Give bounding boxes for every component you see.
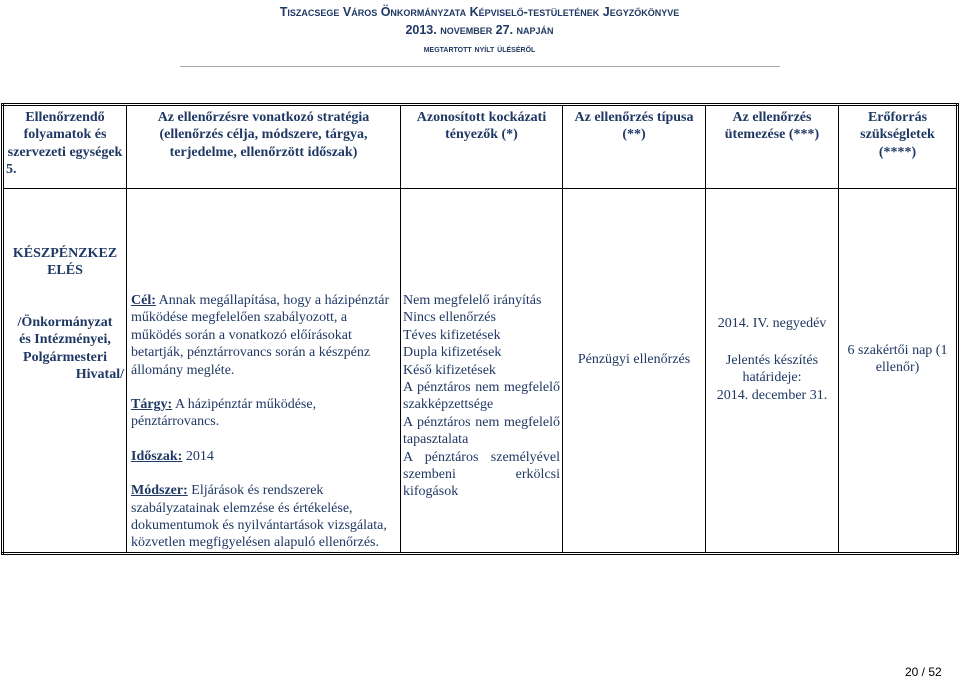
period-label: Időszak: <box>131 448 183 464</box>
page-number: 20 / 52 <box>905 665 942 679</box>
row-number: 5. <box>6 162 17 178</box>
unit-line2: és Intézményei, <box>19 332 111 348</box>
period-text: 2014 <box>185 448 214 464</box>
header-title-line3: megtartott nyílt üléséről <box>423 43 536 55</box>
risk-item: Nem megfelelő irányítás <box>403 293 542 308</box>
header-title-line2: 2013. november 27. napján <box>405 23 554 37</box>
header-strategy: Az ellenőrzésre vonatkozó stratégia (ellenőrzés célja, módszere, tárgya, terjedelme, ellenőrzött időszak) <box>127 105 401 189</box>
resources-cell <box>839 189 958 554</box>
schedule-text: 2014. IV. negyedév <box>717 315 827 331</box>
process-cell <box>3 189 127 554</box>
risk-item: Dupla kifizetések <box>403 345 502 361</box>
subject-text: A házipénztár működése, pénztárrovancs. <box>131 397 317 430</box>
method-paragraph <box>131 482 398 552</box>
risk-item: Nincs ellenőrzés <box>403 310 496 326</box>
table-row <box>3 189 958 554</box>
resources-text: 6 szakértői nap (1 ellenőr) <box>847 343 948 376</box>
risk-item: A pénztáros nem megfelelő tapasztalata <box>403 414 560 448</box>
goal-label: Cél: <box>131 293 156 308</box>
method-label: Módszer: <box>131 483 188 499</box>
method-text: Eljárások és rendszerek szabályzatainak elemzése és értékelése, dokumentumok és nyilvántartások vizsgálata, közvetlen megfigyelésen alapuló ellenőrzés. <box>131 483 387 551</box>
header-audit-type: Az ellenőrzés típusa (**) <box>563 105 706 189</box>
process-name-line1: KÉSZPÉNZKEZ <box>12 246 118 261</box>
header-resources: Erőforrás szükségletek (****) <box>839 105 958 189</box>
schedule-cell <box>706 189 839 554</box>
audit-plan-table <box>1 103 959 555</box>
table-header-row <box>3 105 958 189</box>
header-schedule: Az ellenőrzés ütemezése (***) <box>706 105 839 189</box>
audit-type-cell <box>563 189 706 554</box>
goal-text: Annak megállapítása, hogy a házipénztár működése megfelelően szabályozott, a működés során a vonatkozó előírásokat betartják, pénztárrovancs során a készpénz állomány megléte. <box>131 293 390 378</box>
risk-item: Késő kifizetések <box>403 362 496 378</box>
subject-label: Tárgy: <box>131 397 173 413</box>
header-divider <box>180 66 780 67</box>
report-deadline-label: Jelentés készítés határideje: <box>725 353 819 386</box>
risks-cell <box>401 189 563 554</box>
strategy-cell <box>127 189 401 554</box>
report-deadline: 2014. december 31. <box>716 387 828 403</box>
process-name-line2: ELÉS <box>47 263 83 279</box>
goal-paragraph <box>131 292 398 379</box>
period-paragraph <box>131 448 398 465</box>
audit-type-text: Pénzügyi ellenőrzés <box>577 351 691 367</box>
header-processes: Ellenőrzendő folyamatok és szervezeti egységek 5. <box>3 105 127 189</box>
risk-item: A pénztáros személyével szembeni erkölcsi kifogások <box>403 449 560 500</box>
risk-item: A pénztáros nem megfelelő szakképzettsége <box>403 380 560 413</box>
subject-paragraph <box>131 396 398 431</box>
unit-line3: Polgármesteri <box>23 349 107 365</box>
unit-line1: /Önkormányzat <box>17 314 113 330</box>
header-title-line1: Tiszacsege Város Önkormányzata Képviselő-testületének Jegyzőkönyve <box>279 5 680 19</box>
header-risks: Azonosított kockázati tényezők (*) <box>401 105 563 189</box>
unit-line4: Hivatal/ <box>75 367 124 383</box>
risk-item: Téves kifizetések <box>403 327 501 343</box>
